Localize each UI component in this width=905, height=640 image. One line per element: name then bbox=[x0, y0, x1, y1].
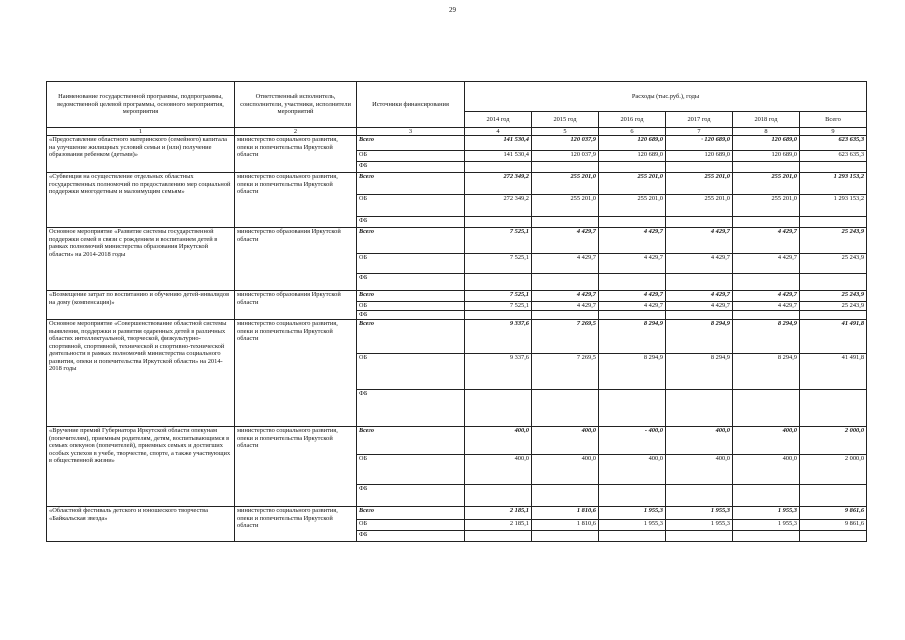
amount-cell: 272 349,2 bbox=[465, 173, 532, 195]
amount-cell: 8 294,9 bbox=[666, 320, 733, 354]
amount-cell: 4 429,7 bbox=[599, 228, 666, 254]
amount-cell: 8 294,9 bbox=[733, 320, 800, 354]
amount-cell: 400,0 bbox=[599, 455, 666, 485]
measure-name: «Предоставление областного материнского (семейного) капитала на улучшение жилищных условий семьи и (или) получение образования ребенком (детьми)» bbox=[47, 136, 235, 173]
header-name: Наименование государственной программы, подпрограммы, ведомственной целевой программы, основного мероприятия, мероприятия bbox=[47, 82, 235, 128]
amount-cell: 25 243,9 bbox=[800, 302, 867, 311]
column-index: 1 bbox=[47, 128, 235, 136]
amount-cell: 4 429,7 bbox=[666, 291, 733, 302]
amount-cell: 120 689,0 bbox=[733, 151, 800, 162]
measure-name: «Возмещение затрат по воспитанию и обучению детей-инвалидов на дому (компенсация)» bbox=[47, 291, 235, 320]
table-row bbox=[47, 427, 867, 455]
amount-cell: 4 429,7 bbox=[599, 254, 666, 274]
empty-cell bbox=[800, 390, 867, 427]
amount-cell: 623 635,3 bbox=[800, 136, 867, 151]
empty-cell bbox=[733, 311, 800, 320]
amount-cell: 4 429,7 bbox=[599, 291, 666, 302]
amount-cell: 1 955,3 bbox=[666, 520, 733, 531]
source-total: Всего bbox=[357, 228, 465, 254]
amount-cell: 9 337,6 bbox=[465, 320, 532, 354]
empty-cell bbox=[666, 531, 733, 542]
amount-cell: · 120 689,0 bbox=[666, 136, 733, 151]
header-total: Всего bbox=[800, 112, 867, 128]
amount-cell: 255 201,0 bbox=[666, 195, 733, 217]
empty-cell bbox=[800, 531, 867, 542]
source-total: Всего bbox=[357, 291, 465, 302]
measure-executor: министерство образования Иркутской области bbox=[235, 228, 357, 291]
amount-cell: 400,0 bbox=[532, 427, 599, 455]
empty-cell bbox=[733, 217, 800, 228]
amount-cell: 4 429,7 bbox=[532, 291, 599, 302]
amount-cell: - 400,0 bbox=[599, 427, 666, 455]
amount-cell: 400,0 bbox=[733, 455, 800, 485]
column-index: 3 bbox=[357, 128, 465, 136]
amount-cell: 400,0 bbox=[666, 455, 733, 485]
empty-cell bbox=[465, 217, 532, 228]
header-expenses: Расходы (тыс.руб.), годы bbox=[465, 82, 867, 112]
empty-cell bbox=[599, 390, 666, 427]
source-fb: ФБ bbox=[357, 390, 465, 427]
measure-name: Основное мероприятие «Развитие системы государственной поддержки семей в связи с рождением и воспитанием детей в рамках полномочий министерства образования Иркутской области» на 2014-2018 годы bbox=[47, 228, 235, 291]
empty-cell bbox=[733, 485, 800, 507]
amount-cell: 41 491,8 bbox=[800, 354, 867, 390]
empty-cell bbox=[666, 311, 733, 320]
source-ob: ОБ bbox=[357, 151, 465, 162]
amount-cell: 41 491,8 bbox=[800, 320, 867, 354]
source-total: Всего bbox=[357, 507, 465, 520]
source-fb: ФБ bbox=[357, 162, 465, 173]
amount-cell: 7 525,1 bbox=[465, 291, 532, 302]
amount-cell: 2 000,0 bbox=[800, 455, 867, 485]
amount-cell: 9 861,6 bbox=[800, 520, 867, 531]
amount-cell: 7 269,5 bbox=[532, 320, 599, 354]
amount-cell: 400,0 bbox=[465, 455, 532, 485]
amount-cell: 120 689,0 bbox=[599, 136, 666, 151]
amount-cell: 400,0 bbox=[532, 455, 599, 485]
amount-cell: 9 861,6 bbox=[800, 507, 867, 520]
source-fb: ФБ bbox=[357, 485, 465, 507]
empty-cell bbox=[666, 390, 733, 427]
amount-cell: 1 293 153,2 bbox=[800, 195, 867, 217]
source-ob: ОБ bbox=[357, 354, 465, 390]
table-row bbox=[47, 173, 867, 195]
source-ob: ОБ bbox=[357, 302, 465, 311]
source-ob: ОБ bbox=[357, 254, 465, 274]
column-index: 4 bbox=[465, 128, 532, 136]
empty-cell bbox=[666, 485, 733, 507]
empty-cell bbox=[465, 311, 532, 320]
expenses-table bbox=[46, 81, 867, 542]
amount-cell: 400,0 bbox=[465, 427, 532, 455]
amount-cell: 255 201,0 bbox=[599, 173, 666, 195]
table-row bbox=[47, 136, 867, 151]
amount-cell: 1 955,3 bbox=[599, 507, 666, 520]
amount-cell: 255 201,0 bbox=[733, 195, 800, 217]
amount-cell: 2 185,1 bbox=[465, 507, 532, 520]
source-ob: ОБ bbox=[357, 455, 465, 485]
empty-cell bbox=[465, 162, 532, 173]
source-total: Всего bbox=[357, 136, 465, 151]
empty-cell bbox=[465, 485, 532, 507]
source-fb: ФБ bbox=[357, 531, 465, 542]
amount-cell: 8 294,9 bbox=[599, 354, 666, 390]
empty-cell bbox=[532, 274, 599, 291]
empty-cell bbox=[733, 274, 800, 291]
empty-cell bbox=[666, 217, 733, 228]
empty-cell bbox=[532, 217, 599, 228]
empty-cell bbox=[666, 162, 733, 173]
amount-cell: 1 955,3 bbox=[733, 520, 800, 531]
amount-cell: 272 349,2 bbox=[465, 195, 532, 217]
amount-cell: 1 955,3 bbox=[666, 507, 733, 520]
amount-cell: 7 525,1 bbox=[465, 228, 532, 254]
table-row bbox=[47, 291, 867, 302]
measure-name: «Областной фестиваль детского и юношеского творчества «Байкальская звезда» bbox=[47, 507, 235, 542]
amount-cell: 4 429,7 bbox=[733, 228, 800, 254]
amount-cell: 4 429,7 bbox=[733, 254, 800, 274]
measure-executor: министерство социального развития, опеки и попечительства Иркутской области bbox=[235, 427, 357, 507]
measure-executor: министерство социального развития, опеки и попечительства Иркутской области bbox=[235, 507, 357, 542]
amount-cell: 623 635,3 bbox=[800, 151, 867, 162]
amount-cell: 400,0 bbox=[733, 427, 800, 455]
empty-cell bbox=[532, 311, 599, 320]
empty-cell bbox=[532, 531, 599, 542]
measure-name: «Вручение премий Губернатора Иркутской области опекунам (попечителям), приемным родителям, детям, воспитывающимся в семьях опекунов (попечителей), приемных семьях и достигших особых успехов в учебе, творчестве, спорте, а также участвующих в общественной жизни» bbox=[47, 427, 235, 507]
amount-cell: 8 294,9 bbox=[599, 320, 666, 354]
amount-cell: 7 525,1 bbox=[465, 254, 532, 274]
header-year: 2014 год bbox=[465, 112, 532, 128]
amount-cell: 4 429,7 bbox=[532, 228, 599, 254]
amount-cell: 120 689,0 bbox=[599, 151, 666, 162]
table-row bbox=[47, 228, 867, 254]
empty-cell bbox=[532, 390, 599, 427]
amount-cell: 4 429,7 bbox=[666, 302, 733, 311]
amount-cell: 4 429,7 bbox=[733, 291, 800, 302]
empty-cell bbox=[599, 485, 666, 507]
amount-cell: 255 201,0 bbox=[532, 173, 599, 195]
table-row bbox=[47, 320, 867, 354]
empty-cell bbox=[465, 274, 532, 291]
column-index: 2 bbox=[235, 128, 357, 136]
amount-cell: 1 955,3 bbox=[733, 507, 800, 520]
amount-cell: 4 429,7 bbox=[599, 302, 666, 311]
empty-cell bbox=[800, 162, 867, 173]
empty-cell bbox=[666, 274, 733, 291]
column-index-row bbox=[47, 128, 867, 136]
amount-cell: 1 293 153,2 bbox=[800, 173, 867, 195]
source-fb: ФБ bbox=[357, 274, 465, 291]
amount-cell: 1 810,6 bbox=[532, 520, 599, 531]
amount-cell: 9 337,6 bbox=[465, 354, 532, 390]
empty-cell bbox=[532, 162, 599, 173]
amount-cell: 4 429,7 bbox=[532, 254, 599, 274]
header-year: 2017 год bbox=[666, 112, 733, 128]
amount-cell: 120 037,9 bbox=[532, 151, 599, 162]
measure-executor: министерство социального развития, опеки и попечительства Иркутской области bbox=[235, 136, 357, 173]
empty-cell bbox=[800, 485, 867, 507]
page-number: 29 bbox=[449, 6, 456, 14]
empty-cell bbox=[532, 485, 599, 507]
empty-cell bbox=[733, 390, 800, 427]
source-total: Всего bbox=[357, 427, 465, 455]
empty-cell bbox=[733, 162, 800, 173]
source-total: Всего bbox=[357, 320, 465, 354]
amount-cell: 2 185,1 bbox=[465, 520, 532, 531]
amount-cell: 255 201,0 bbox=[666, 173, 733, 195]
empty-cell bbox=[599, 531, 666, 542]
amount-cell: 255 201,0 bbox=[599, 195, 666, 217]
amount-cell: 8 294,9 bbox=[733, 354, 800, 390]
source-fb: ФБ bbox=[357, 311, 465, 320]
empty-cell bbox=[800, 274, 867, 291]
empty-cell bbox=[599, 311, 666, 320]
amount-cell: 255 201,0 bbox=[733, 173, 800, 195]
column-index: 8 bbox=[733, 128, 800, 136]
measure-name: Основное мероприятие «Совершенствование областной системы выявления, поддержки и развития одаренных детей в различных областях интеллектуальной, творческой, физкультурно-спортивной, спортивной, технической и спортивно-технической деятельности в рамках полномочий министерства социального развития, опеки и попечительства Иркутской области» на 2014-2018 годы bbox=[47, 320, 235, 427]
amount-cell: 120 037,9 bbox=[532, 136, 599, 151]
empty-cell bbox=[465, 531, 532, 542]
column-index: 6 bbox=[599, 128, 666, 136]
amount-cell: 25 243,9 bbox=[800, 228, 867, 254]
empty-cell bbox=[465, 390, 532, 427]
column-index: 7 bbox=[666, 128, 733, 136]
measure-name: «Субвенция на осуществление отдельных областных государственных полномочий по предоставлению мер социальной поддержки многодетным и малоимущим семьям» bbox=[47, 173, 235, 228]
column-index: 5 bbox=[532, 128, 599, 136]
amount-cell: 2 000,0 bbox=[800, 427, 867, 455]
amount-cell: 7 525,1 bbox=[465, 302, 532, 311]
empty-cell bbox=[800, 217, 867, 228]
amount-cell: 141 530,4 bbox=[465, 136, 532, 151]
amount-cell: 4 429,7 bbox=[532, 302, 599, 311]
amount-cell: 120 689,0 bbox=[733, 136, 800, 151]
measure-executor: министерство социального развития, опеки и попечительства Иркутской области bbox=[235, 320, 357, 427]
empty-cell bbox=[599, 162, 666, 173]
header-executor: Ответственный исполнитель, соисполнители, участники, исполнители мероприятий bbox=[235, 82, 357, 128]
source-fb: ФБ bbox=[357, 217, 465, 228]
empty-cell bbox=[800, 311, 867, 320]
column-index: 9 bbox=[800, 128, 867, 136]
amount-cell: 255 201,0 bbox=[532, 195, 599, 217]
measure-executor: министерство образования Иркутской области bbox=[235, 291, 357, 320]
amount-cell: 25 243,9 bbox=[800, 291, 867, 302]
amount-cell: 141 530,4 bbox=[465, 151, 532, 162]
source-ob: ОБ bbox=[357, 520, 465, 531]
amount-cell: 120 689,0 bbox=[666, 151, 733, 162]
amount-cell: 400,0 bbox=[666, 427, 733, 455]
amount-cell: 8 294,9 bbox=[666, 354, 733, 390]
header-year: 2016 год bbox=[599, 112, 666, 128]
amount-cell: 4 429,7 bbox=[666, 228, 733, 254]
source-ob: ОБ bbox=[357, 195, 465, 217]
amount-cell: 25 243,9 bbox=[800, 254, 867, 274]
empty-cell bbox=[599, 274, 666, 291]
table-row bbox=[47, 507, 867, 520]
measure-executor: министерство социального развития, опеки и попечительства Иркутской области bbox=[235, 173, 357, 228]
amount-cell: 1 810,6 bbox=[532, 507, 599, 520]
amount-cell: 7 269,5 bbox=[532, 354, 599, 390]
empty-cell bbox=[733, 531, 800, 542]
amount-cell: 4 429,7 bbox=[733, 302, 800, 311]
header-year: 2018 год bbox=[733, 112, 800, 128]
source-total: Всего bbox=[357, 173, 465, 195]
header-year: 2015 год bbox=[532, 112, 599, 128]
amount-cell: 1 955,3 bbox=[599, 520, 666, 531]
header-source: Источники финансирования bbox=[357, 82, 465, 128]
empty-cell bbox=[599, 217, 666, 228]
amount-cell: 4 429,7 bbox=[666, 254, 733, 274]
